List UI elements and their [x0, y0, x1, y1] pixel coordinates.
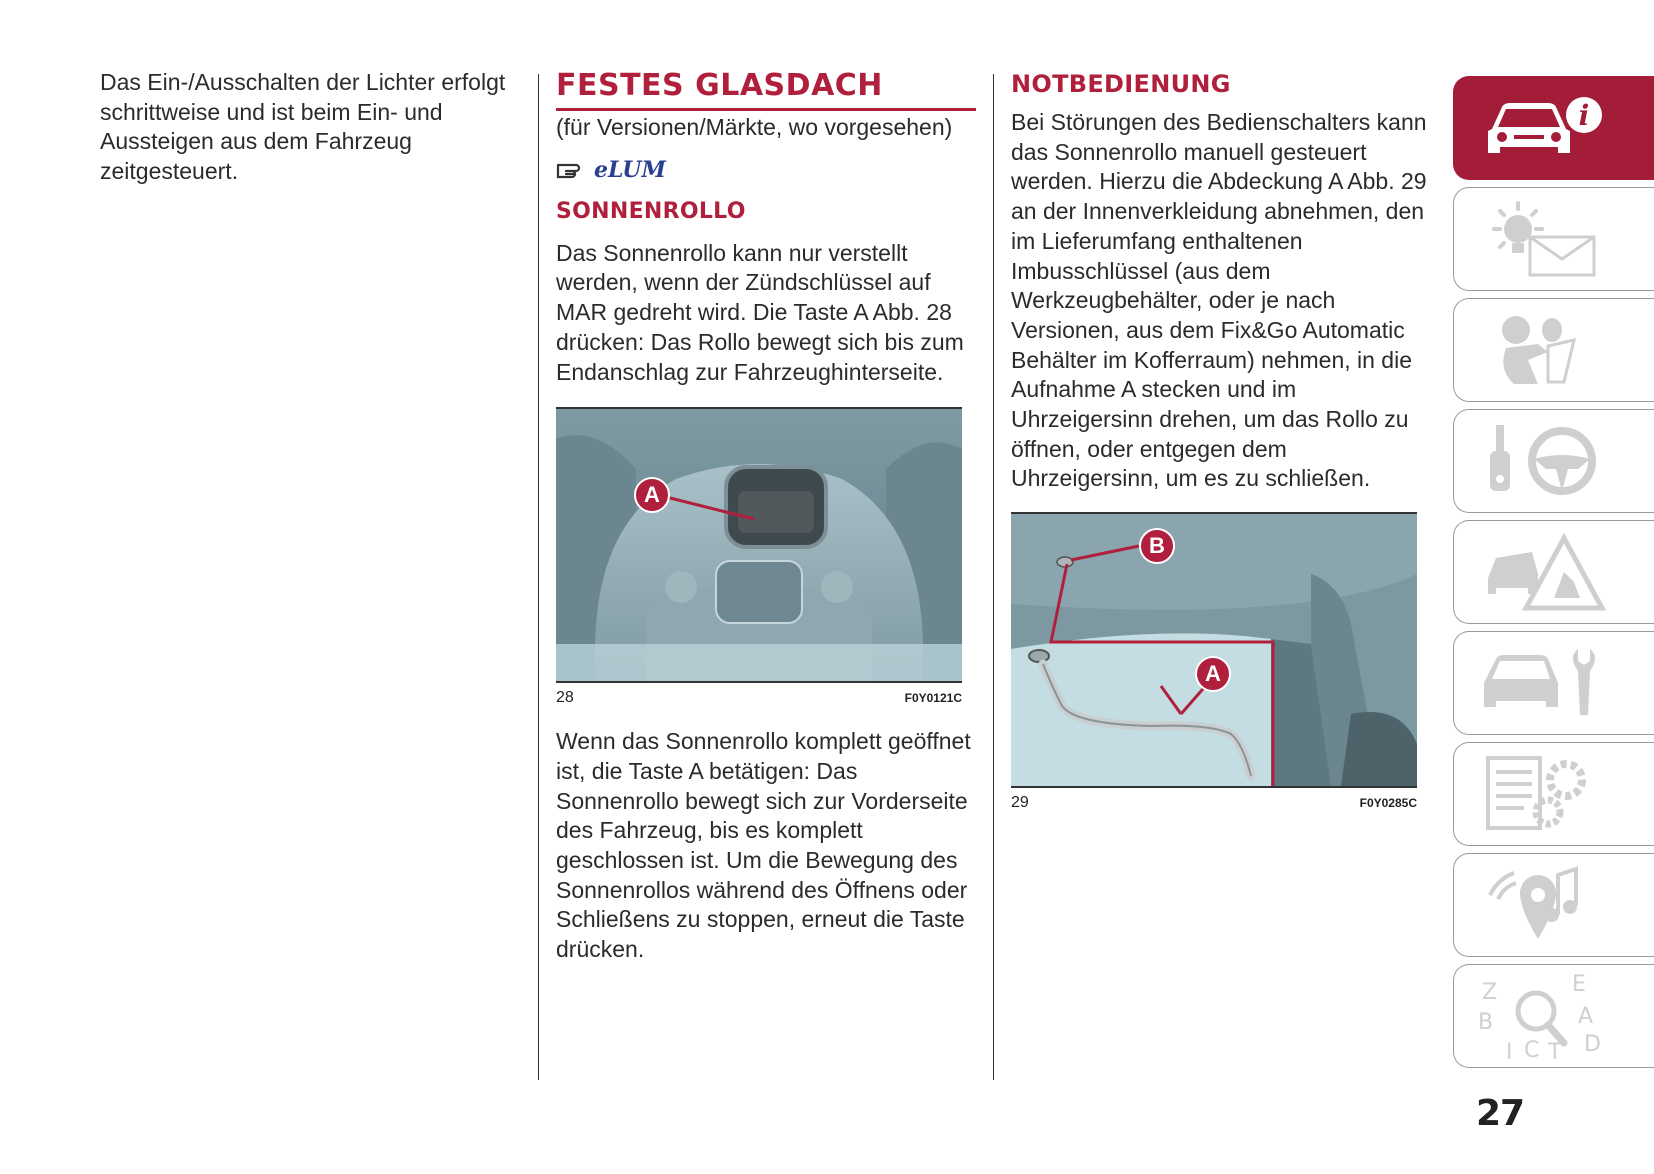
version-note: (für Versionen/Märkte, wo vorgesehen) [556, 114, 953, 140]
column-2 [556, 66, 976, 965]
sonnenrollo-paragraph-1: Das Sonnenrollo kann nur verstellt werden, wenn der Zündschlüssel auf MAR gedreht wird. Die Taste A Abb. 28 drücken: Das Rollo bewegt sich bis zum Endanschlag zur Fahrzeughinterseite. [556, 239, 964, 385]
index-letter-b: B [1478, 1010, 1494, 1035]
roof-manual-crank-illustration [1011, 514, 1417, 786]
sonnenrollo-paragraph-2: Wenn das Sonnenrollo komplett geöffnet ist, die Taste A betätigen: Das Sonnenrollo bewegt sich zur Vorderseite des Fahrzeug, bis es komplett geschlossen ist. Um die Bewegung des Sonnenrollos während des Öffnens oder Schließens zu stoppen, erneut die Taste drücken. [556, 728, 971, 963]
alphabetical-index-icon [1478, 971, 1608, 1061]
notbedienung-paragraph: Bei Störungen des Bedienschalters kann das Sonnenrollo manuell gesteuert werden. Hierzu die Abdeckung A Abb. 29 an der Innenverkleidung abnehmen, den im Lieferumfang enthaltenen Imbusschlüssel (aus dem Werkzeugbehälter, oder je nach Versionen, aus dem Fix&Go Automatic Behälter im Kofferraum) nehmen, in die Aufnahme A stecken und im Uhrzeigersinn drehen, um das Rollo zu öffnen, oder entgegen dem Uhrzeigersinn, um es zu schließen. [1011, 109, 1427, 492]
car-wrench-icon [1478, 643, 1608, 723]
figure-29-code: F0Y0285C [1359, 796, 1417, 811]
index-letter-a: A [1578, 1004, 1594, 1029]
column-divider-2 [993, 74, 994, 1080]
column-divider-1 [538, 74, 539, 1080]
specs-gear-icon [1478, 754, 1608, 834]
roof-console-illustration [556, 409, 962, 681]
tab-lights-messages[interactable] [1453, 187, 1654, 291]
car-info-icon [1478, 93, 1608, 163]
section-title-festes-glasdach: FESTES GLASDACH [556, 66, 976, 111]
tab-technical-data[interactable] [1453, 742, 1654, 846]
figure-29-number: 29 [1011, 794, 1029, 812]
column-1 [100, 66, 520, 187]
lights-message-icon [1478, 199, 1608, 279]
index-letter-d: D [1584, 1032, 1601, 1057]
car-warning-icon [1478, 532, 1608, 612]
tab-starting-driving[interactable] [1453, 409, 1654, 513]
page-number: 27 [1476, 1093, 1525, 1134]
tab-safety[interactable] [1453, 298, 1654, 402]
svg-text:i: i [1578, 99, 1590, 132]
figure-29-caption [1011, 794, 1417, 812]
column-3 [1011, 66, 1431, 812]
callout-a-fig28: A [634, 477, 670, 513]
pointing-hand-icon [556, 157, 592, 183]
elum-badge [556, 153, 976, 187]
index-letter-t: T [1548, 1040, 1562, 1061]
figure-29-image [1011, 512, 1417, 788]
passenger-airbag-icon [1478, 310, 1608, 390]
figure-28-image [556, 407, 962, 683]
figure-28 [556, 407, 962, 707]
navigation-music-icon [1478, 865, 1608, 945]
index-letter-z: Z [1482, 980, 1498, 1005]
callout-b-fig29: B [1139, 528, 1175, 564]
tab-service-maintenance[interactable] [1453, 631, 1654, 735]
tab-multimedia[interactable] [1453, 853, 1654, 957]
figure-28-caption [556, 689, 962, 707]
index-letter-c: C [1524, 1038, 1540, 1061]
tab-emergency[interactable] [1453, 520, 1654, 624]
subsection-title-sonnenrollo: SONNENROLLO [556, 198, 746, 224]
key-steering-wheel-icon [1478, 421, 1608, 501]
figure-29 [1011, 512, 1417, 812]
index-letter-i: I [1506, 1040, 1513, 1061]
elum-label: eLUM [594, 156, 666, 183]
intro-paragraph: Das Ein-/Ausschalten der Lichter erfolgt schrittweise und ist beim Ein- und Aussteigen aus dem Fahrzeug zeitgesteuert. [100, 69, 506, 185]
figure-28-number: 28 [556, 689, 574, 707]
index-letter-e: E [1572, 972, 1586, 997]
tab-car-info[interactable] [1453, 76, 1654, 180]
section-title-notbedienung: NOTBEDIENUNG [1011, 70, 1231, 98]
figure-28-code: F0Y0121C [904, 691, 962, 706]
tab-index[interactable] [1453, 964, 1654, 1068]
callout-a-fig29: A [1195, 656, 1231, 692]
